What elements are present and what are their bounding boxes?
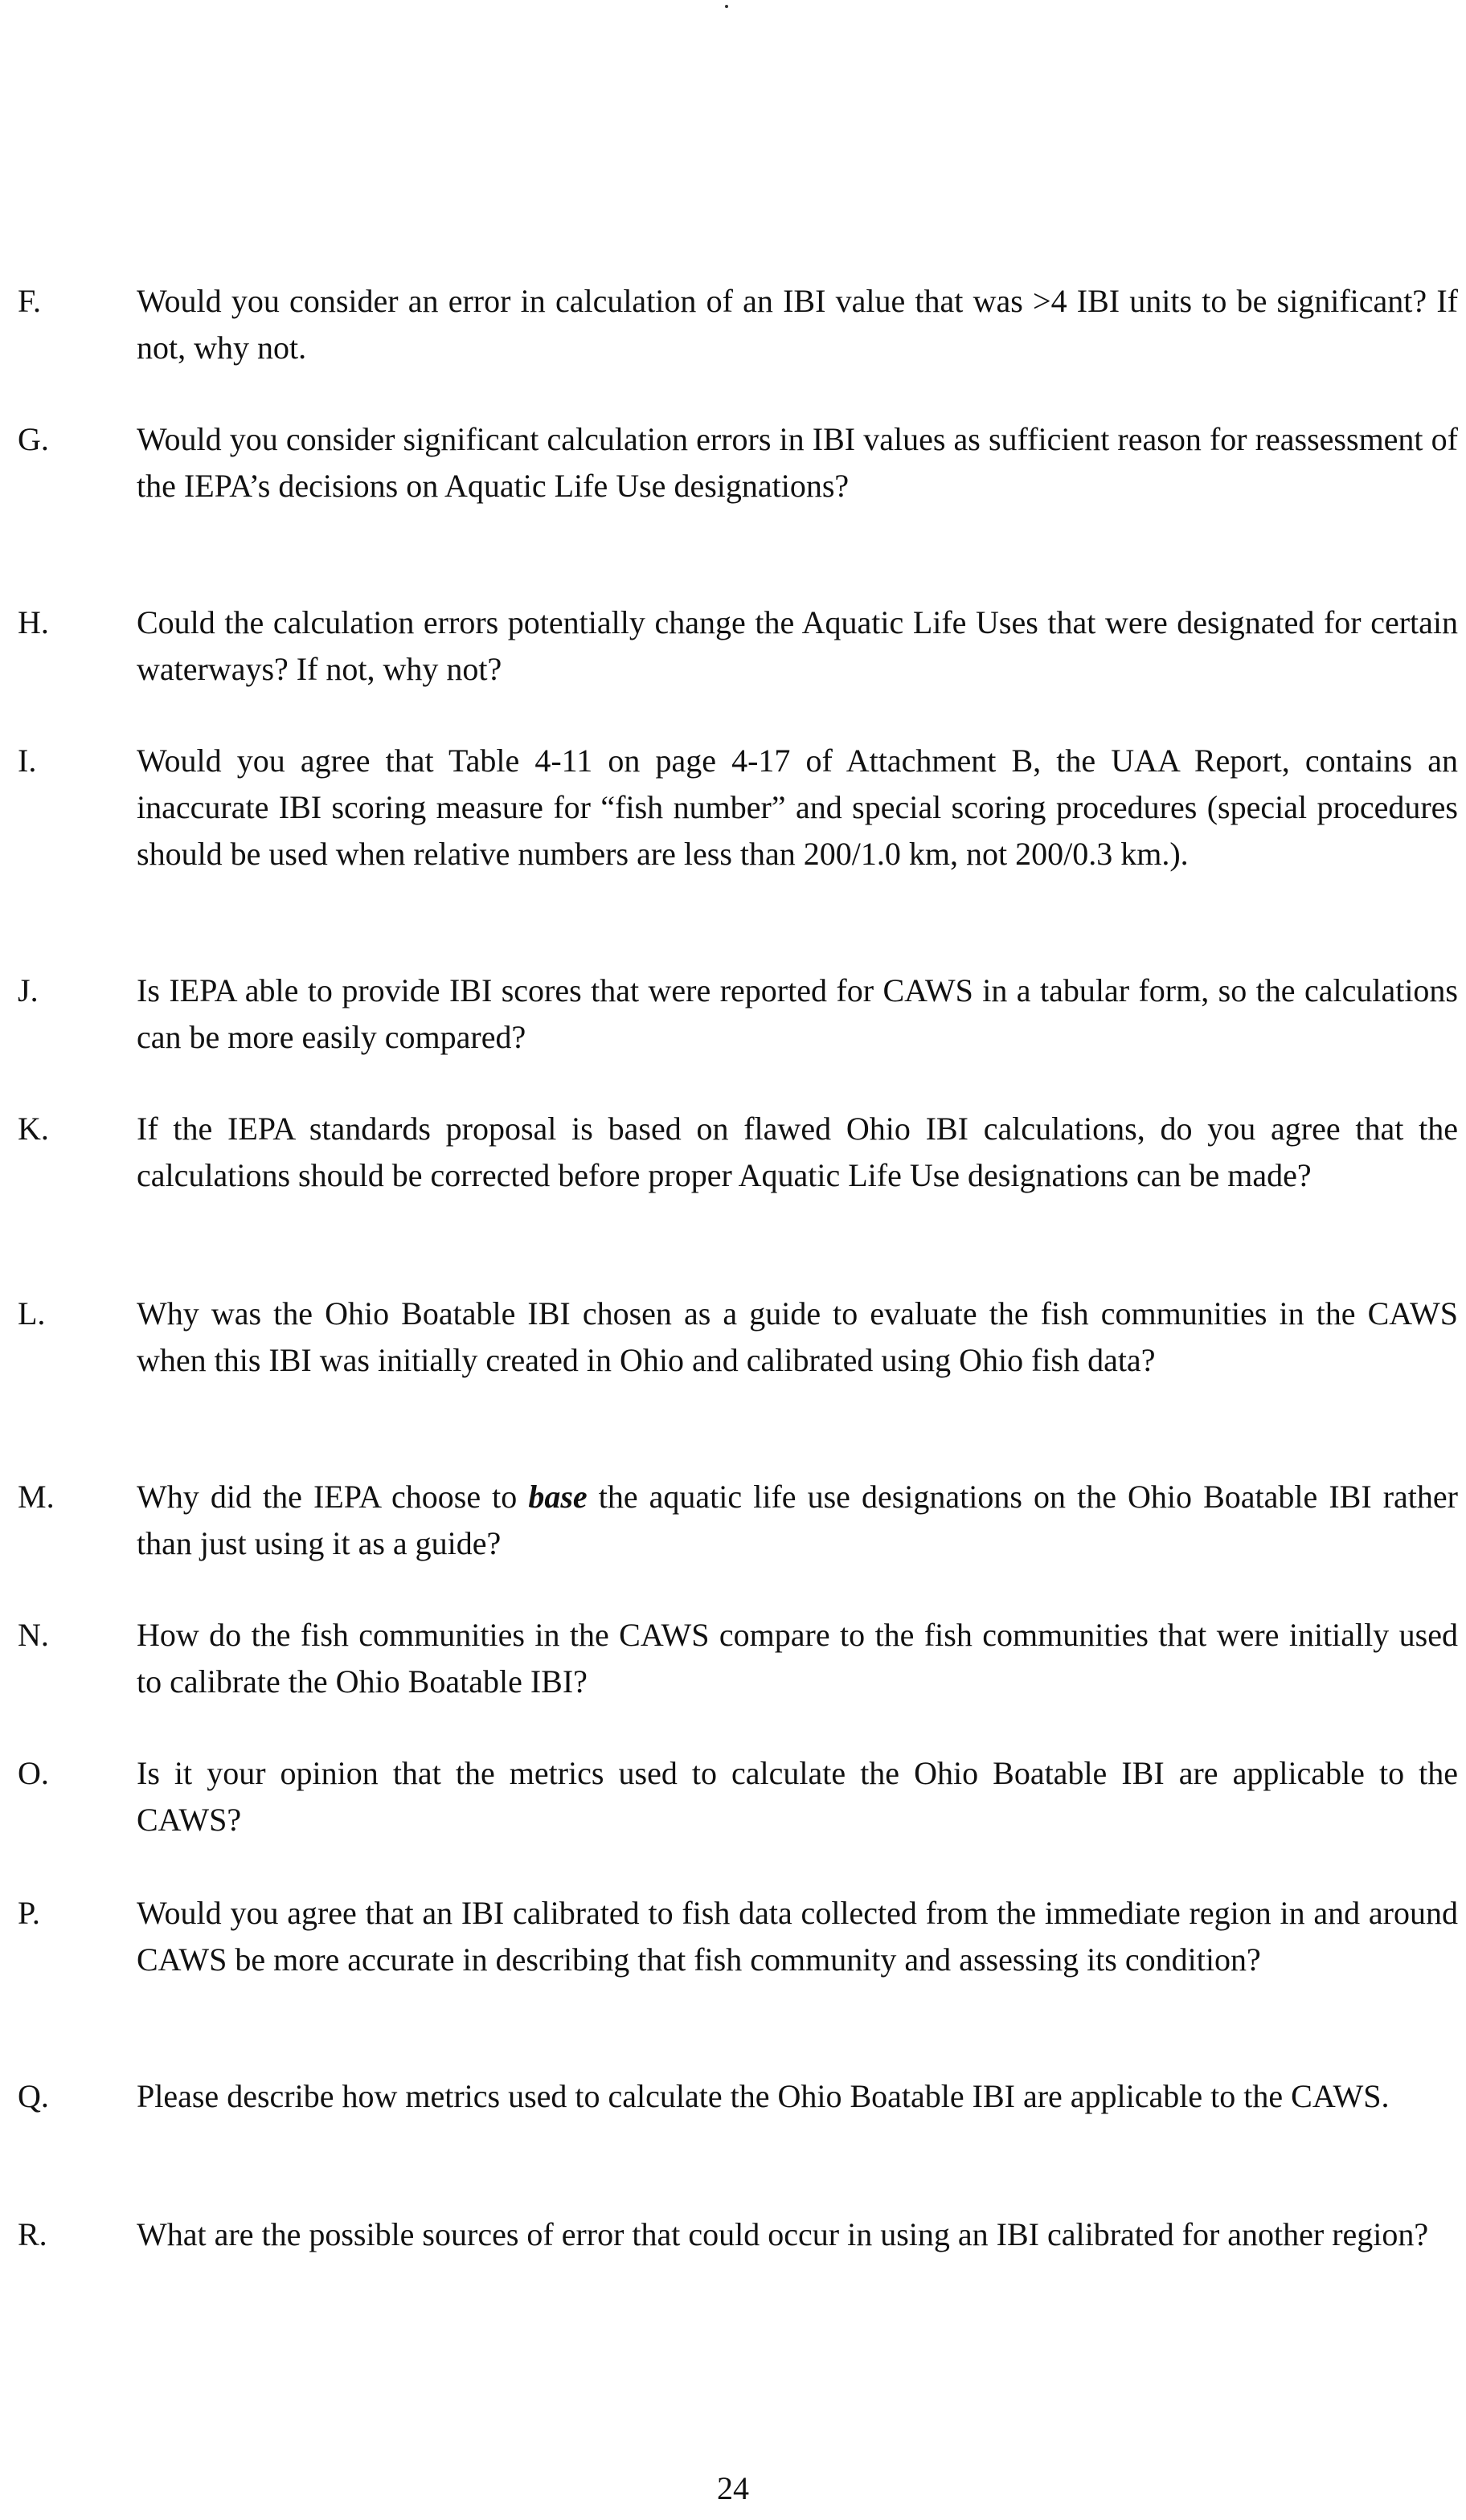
page-number: 24 <box>717 2470 749 2506</box>
question-letter: L. <box>18 1295 46 1332</box>
question-letter: K. <box>18 1111 49 1147</box>
emphasis-word: base <box>528 1479 588 1515</box>
question-text: Would you agree that an IBI calibrated to fish data collected from the immediate region in and around CAWS be more accurate in describing that fish community and assessing its condition? <box>137 1895 1458 1978</box>
scan-mark <box>725 5 728 8</box>
question-letter: J. <box>18 972 39 1008</box>
question-letter: R. <box>18 2216 47 2252</box>
question-text: Is it your opinion that the metrics used to calculate the Ohio Boatable IBI are applicable to the CAWS? <box>137 1755 1458 1838</box>
question-text: What are the possible sources of error that could occur in using an IBI calibrated for another region? <box>137 2216 1429 2252</box>
question-letter: P. <box>18 1895 40 1931</box>
question-text-end: the aquatic life use designations on the Ohio Boatable IBI rather than just using it as a guide? <box>137 1479 1458 1561</box>
question-text: If the IEPA standards proposal is based on flawed Ohio IBI calculations, do you agree that the calculations should be corrected before proper Aquatic Life Use designations can be made? <box>137 1111 1458 1193</box>
question-text: Would you agree that Table 4-11 on page 4-17 of Attachment B, the UAA Report, contains an inaccurate IBI scoring measure for “fish number” and special scoring procedures (special procedures should be used when relative numbers are less than 200/1.0 km, not 200/0.3 km.). <box>137 742 1458 872</box>
question-text: Why was the Ohio Boatable IBI chosen as a guide to evaluate the fish communities in the CAWS when this IBI was initially created in Ohio and calibrated using Ohio fish data? <box>137 1295 1458 1378</box>
question-letter: G. <box>18 421 49 457</box>
question-text: Would you consider significant calculation errors in IBI values as sufficient reason for reassessment of the IEPA’s decisions on Aquatic Life Use designations? <box>137 421 1458 504</box>
question-letter: Q. <box>18 2078 49 2114</box>
question-text: Could the calculation errors potentially change the Aquatic Life Uses that were designated for certain waterways? If not, why not? <box>137 604 1458 687</box>
question-letter: N. <box>18 1617 49 1653</box>
question-text: Please describe how metrics used to calculate the Ohio Boatable IBI are applicable to the CAWS. <box>137 2078 1390 2114</box>
question-letter: O. <box>18 1755 49 1791</box>
question-text-start: Why did the IEPA choose to <box>137 1479 529 1515</box>
question-letter: I. <box>18 742 37 779</box>
question-letter: M. <box>18 1479 55 1515</box>
question-text: Would you consider an error in calculation of an IBI value that was >4 IBI units to be significant? If not, why not. <box>137 283 1458 366</box>
question-letter: F. <box>18 283 42 319</box>
question-letter: H. <box>18 604 49 640</box>
question-text: How do the fish communities in the CAWS compare to the fish communities that were initially used to calibrate the Ohio Boatable IBI? <box>137 1617 1458 1700</box>
question-text <box>137 1474 1458 1567</box>
question-text: Is IEPA able to provide IBI scores that were reported for CAWS in a tabular form, so the calculations can be more easily compared? <box>137 972 1458 1055</box>
